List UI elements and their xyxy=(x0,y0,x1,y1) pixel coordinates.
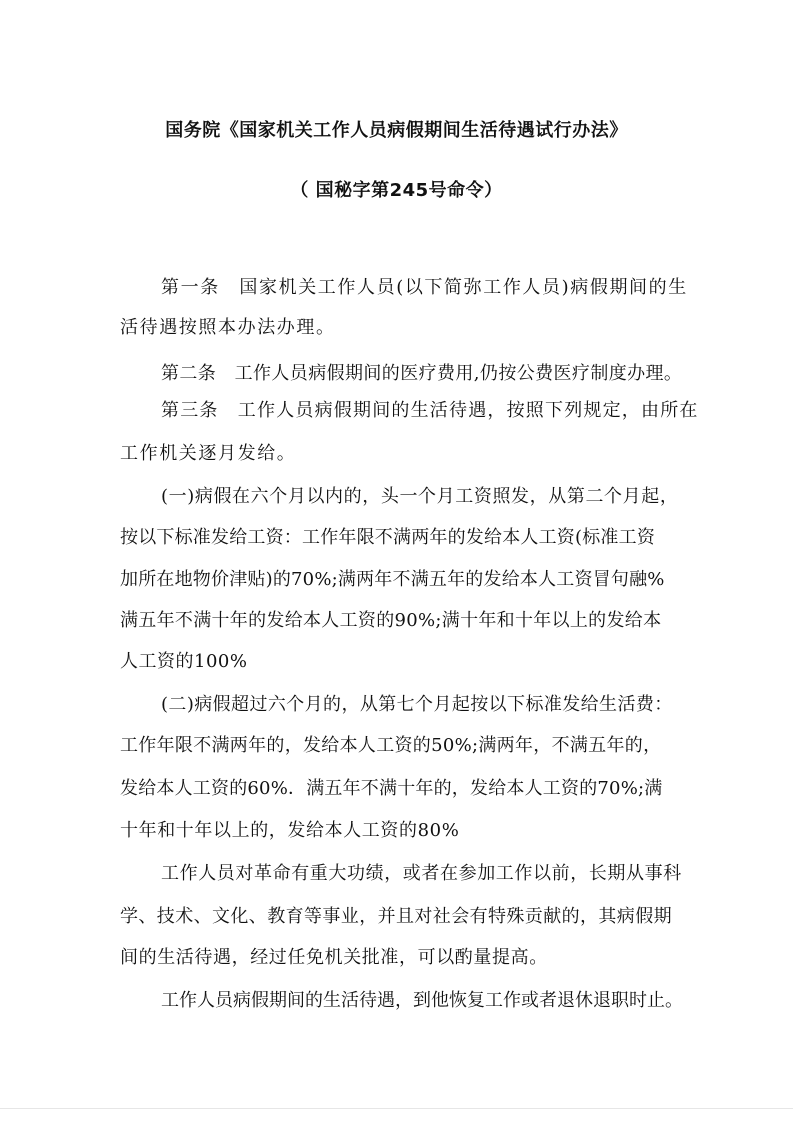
document-subtitle: （ 国秘字第245号命令） xyxy=(290,180,503,201)
paragraph-line: 工作人员病假期间的生活待遇，到他恢复工作或者退休退职时止。 xyxy=(161,990,683,1011)
paragraph-line: 工作机关逐月发给。 xyxy=(120,443,297,464)
paragraph-line: 学、技术、文化、教育等事业，并且对社会有特殊贡献的，其病假期 xyxy=(120,906,672,927)
paragraph-line: 发给本人工资的60%．满五年不满十年的，发给本人工资的70%;满 xyxy=(120,778,663,799)
paragraph-line: 按以下标准发给工资：工作年限不满两年的发给本人工资(标准工资 xyxy=(120,527,656,548)
paragraph-line: 人工资的100% xyxy=(120,651,248,672)
paragraph-line: 工作人员对革命有重大功绩，或者在参加工作以前，长期从事科 xyxy=(161,863,682,884)
paragraph-line: 工作年限不满两年的，发给本人工资的50%;满两年，不满五年的， xyxy=(120,735,662,756)
paragraph-line: 第二条 工作人员病假期间的医疗费用,仍按公费医疗制度办理。 xyxy=(161,363,683,384)
paragraph-line: (二)病假超过六个月的，从第七个月起按以下标准发给生活费： xyxy=(161,694,673,715)
page-edge-divider xyxy=(0,1108,793,1109)
paragraph-line: 第三条 工作人员病假期间的生活待遇，按照下列规定，由所在 xyxy=(161,400,699,421)
paragraph-line: (一)病假在六个月以内的，头一个月工资照发，从第二个月起， xyxy=(161,486,679,507)
paragraph-line: 十年和十年以上的，发给本人工资的80% xyxy=(120,820,460,841)
paragraph-line: 第一条 国家机关工作人员(以下简弥工作人员)病假期间的生 xyxy=(161,277,688,298)
paragraph-line: 间的生活待遇，经过任免机关批准，可以酌量提高。 xyxy=(120,947,548,968)
paragraph-line: 满五年不满十年的发给本人工资的90%;满十年和十年以上的发给本 xyxy=(120,610,662,631)
document-title: 国务院《国家机关工作人员病假期间生活待遇试行办法》 xyxy=(165,120,628,141)
paragraph-line: 加所在地物价津贴)的70%;满两年不满五年的发给本人工资冒句融% xyxy=(120,569,665,590)
paragraph-line: 活待遇按照本办法办理。 xyxy=(120,317,336,338)
